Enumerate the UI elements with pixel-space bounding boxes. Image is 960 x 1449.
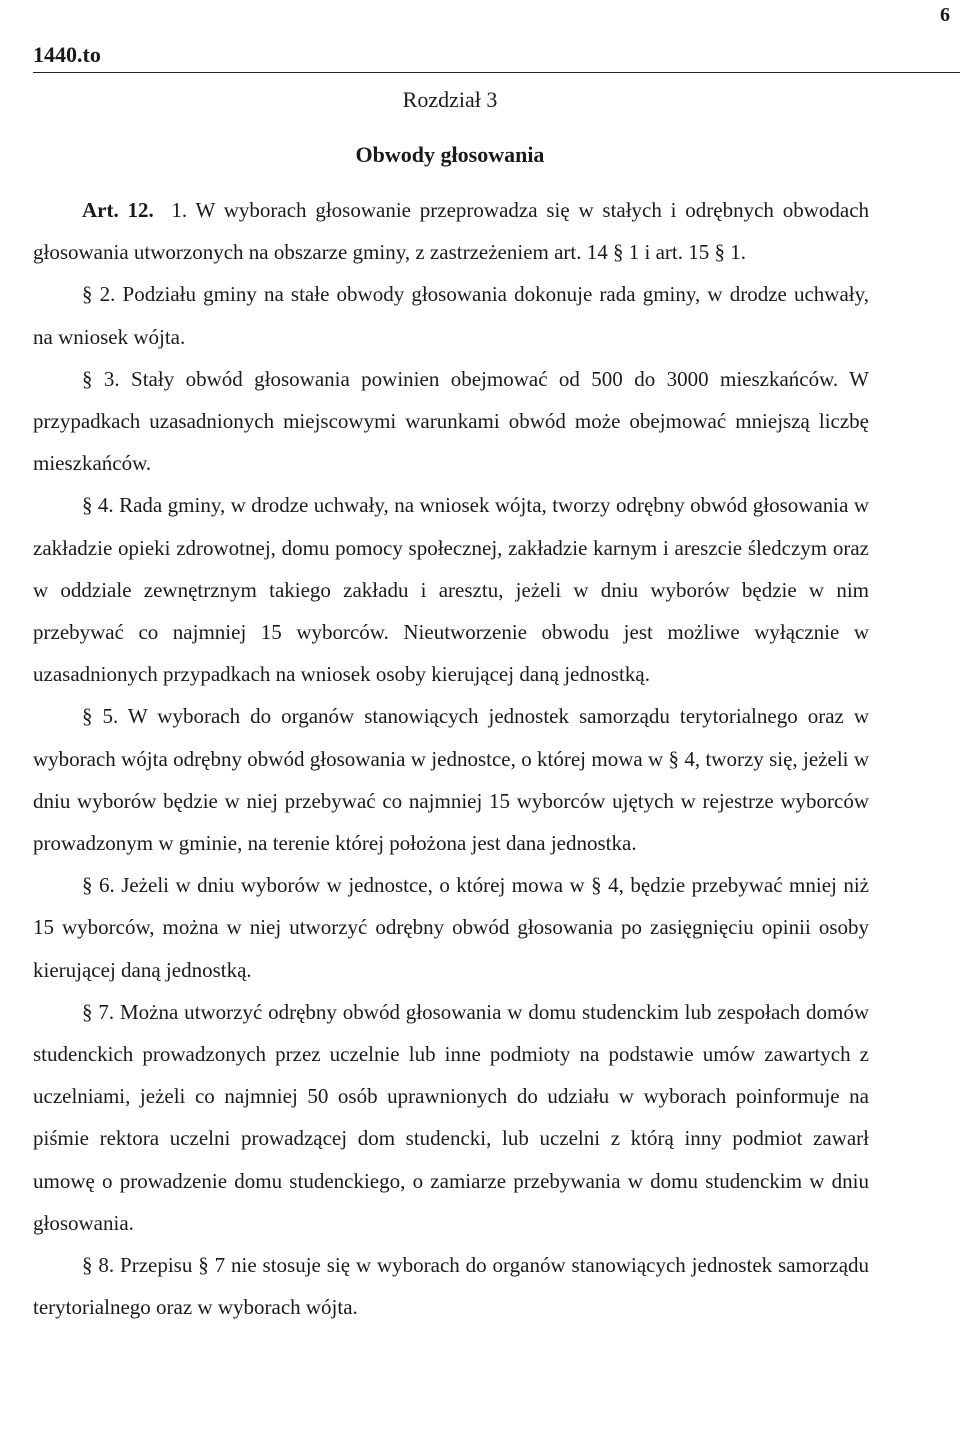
paragraph-8	[33, 1244, 869, 1328]
paragraph-number: § 2.	[82, 282, 116, 307]
paragraph-6	[33, 864, 869, 991]
paragraph-2	[33, 273, 869, 357]
paragraph-text: Stały obwód głosowania powinien obejmować od 500 do 3000 mieszkańców. W przypadkach uzasadnionych miejscowymi warunkami obwód może obejmować mniejszą liczbę mieszkańców.	[33, 366, 869, 476]
paragraph-number: 1.	[171, 198, 188, 222]
paragraph-5	[33, 695, 869, 864]
article-label: Art. 12.	[82, 198, 154, 222]
paragraph-number: § 8.	[82, 1253, 115, 1278]
paragraph-text: Rada gminy, w drodze uchwały, na wniosek wójta, tworzy odrębny obwód głosowania w zakładzie opieki zdrowotnej, domu pomocy społecznej, zakładzie karnym i areszcie śledczym oraz w oddziale zewnętrznym takiego zakładu i aresztu, jeżeli w dniu wyborów będzie w nim przebywać co najmniej 15 wyborców. Nieutworzenie obwodu jest możliwe wyłącznie w uzasadnionych przypadkach na wniosek osoby kierującej daną jednostką.	[33, 493, 870, 687]
paragraph-number: § 6.	[82, 873, 115, 898]
chapter-label: Rozdział 3	[402, 87, 498, 112]
paragraph-4	[33, 484, 869, 695]
paragraph-text: Można utworzyć odrębny obwód głosowania w domu studenckim lub zespołach domów studenckich prowadzonych przez uczelnie lub inne podmioty na podstawie umów zawartych z uczelniami, jeżeli co najmniej 50 osób uprawnionych do udziału w wyborach poinformuje na piśmie rektora uczelni prowadzącej dom studencki, lub uczelni z którą inny podmiot zawarł umowę o prowadzenie domu studenckiego, o zamiarze przebywania w domu studenckim w dniu głosowania.	[33, 999, 870, 1235]
article-body	[33, 189, 869, 1328]
paragraph-text: W wyborach głosowanie przeprowadza się w stałych i odrębnych obwodach głosowania utworzonych na obszarze gminy, z zastrzeżeniem art. 14 § 1 i art. 15 § 1.	[33, 198, 870, 265]
paragraph-7	[33, 991, 869, 1244]
paragraph-number: § 5.	[82, 704, 119, 729]
page-header	[33, 0, 960, 73]
paragraph-1	[33, 189, 869, 273]
paragraph-text: Jeżeli w dniu wyborów w jednostce, o której mowa w § 4, będzie przebywać mniej niż 15 wyborców, można w niej utworzyć odrębny obwód głosowania po zasięgnięciu opinii osoby kierującej daną jednostką.	[33, 873, 869, 982]
paragraph-text: W wyborach do organów stanowiących jednostek samorządu terytorialnego oraz w wyborach wójta odrębny obwód głosowania w jednostce, o której mowa w § 4, tworzy się, jeżeli w dniu wyborów będzie w niej przebywać co najmniej 15 wyborców ujętych w rejestrze wyborców prowadzonym w gminie, na terenie której położona jest dana jednostka.	[33, 704, 870, 856]
paragraph-number: § 3.	[82, 366, 120, 391]
header-title: 1440.to	[33, 42, 101, 67]
page-number: 6	[940, 4, 950, 26]
paragraph-text: Podziału gminy na stałe obwody głosowania dokonuje rada gminy, w drodze uchwały, na wniosek wójta.	[33, 282, 870, 349]
paragraph-text: Przepisu § 7 nie stosuje się w wyborach do organów stanowiących jednostek samorządu terytorialnego oraz w wyborach wójta.	[33, 1253, 870, 1320]
paragraph-number: § 4.	[82, 493, 114, 518]
paragraph-3	[33, 358, 869, 485]
chapter-title: Obwody głosowania	[355, 142, 545, 167]
paragraph-number: § 7.	[82, 999, 115, 1024]
